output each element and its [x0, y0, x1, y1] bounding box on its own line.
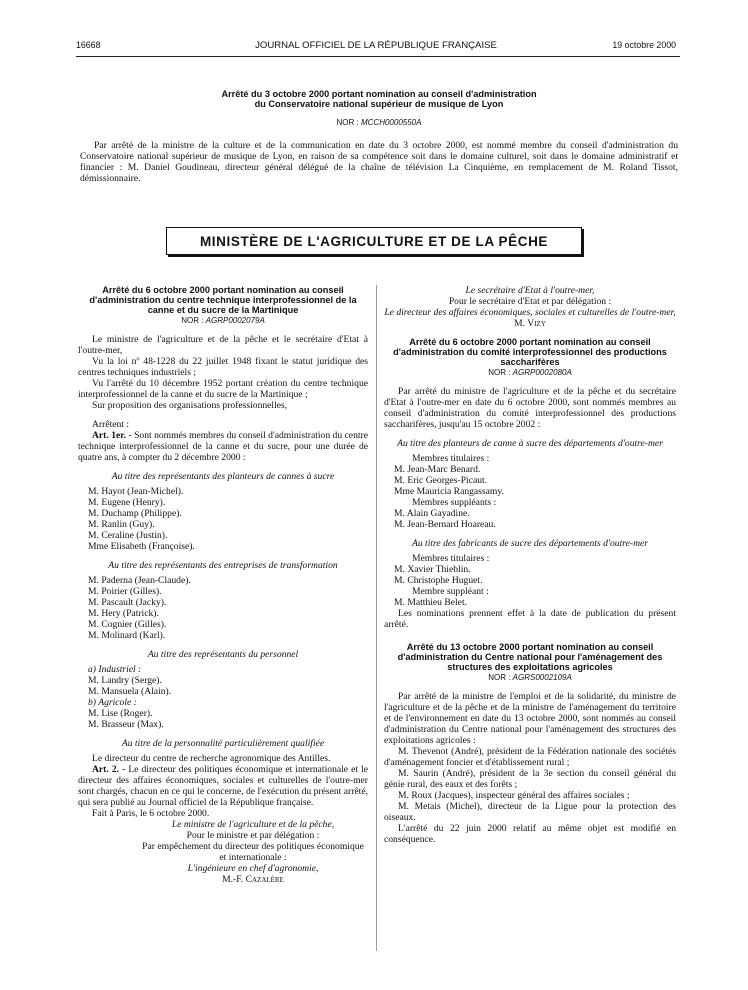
nor-reference: NOR : AGRS0002109A	[488, 673, 572, 682]
arretent-label: Arrêtent :	[92, 419, 130, 430]
ministry-banner	[166, 227, 582, 255]
page-number: 16668	[76, 40, 101, 50]
nor-reference: NOR : MCCH0000550A	[336, 118, 422, 127]
right-column: Le secrétaire d'Etat à l'outre-mer, Pour le secrétaire d'Etat et par délégation : Le directeur des affaires économiques, sociales et culturelles de l'outre-mer, M. Vizy Arrêté du 6 octobre 2000 portant nomination au conseil d'administration du comité interprofessionnel des productions saccharifères NOR : AGRP0002080A Par arrêté du ministre de l'agriculture et de la pêche et du secrétaire d'Etat à l'outre-mer en date du 6 octobre 2000, sont nommés membres au conseil d'administration du comité interprofessionnel des productions saccharifères, jusqu'au 15 octobre 2002 : Au titre des planteurs de canne à sucre des départements d'outre-mer Membres titulaires : M. Jean-Marc Benard. M. Eric Georges-Picaut. Mme Mauricia Rangassamy. Membres suppléants : M. Alain Gayadine. M. Jean-Bernard Hoareau. Au titre des fabricants de sucre des départements d'outre-mer Membres titulaires : M. Xavier Thieblin. M. Christophe Huguet. Membre suppléant : M. Matthieu Belet. Les nominations prennent effet à la date de publication du présent arrêté. Arrêté du 13 octobre 2000 portant nomination au conseil d'administration du Centre national pour l'aménagement des structures des exploitations agricoles NOR : AGRS0002109A Par arrêté de la ministre de l'emploi et de la solidarité, du ministre de l'agriculture et de la pêche et de la ministre de l'aménagement du territoire et de l'environnement en date du 13 octobre 2000, sont nommés au conseil d'administration du Centre national pour l'aménagement des structures des exploitations agricoles : M. Thevenot (André), président de la Fédération nationale des sociétés d'aménagement foncier et d'établissement rural ; M. Saurin (André), président de la 3e section du conseil général du génie rural, des eaux et des forêts ; M. Roux (Jacques), inspecteur général des affaires sociales ; M. Metais (Michel), directeur de la Ligue pour la protection des oiseaux. L'arrêté du 22 juin 2000 relatif au même objet est modifié en conséquence.	[384, 285, 676, 845]
group-title: Au titre des fabricants de sucre des départements d'outre-mer	[412, 538, 648, 549]
arrete-body: Par arrêté du ministre de l'agriculture et de la pêche et du secrétaire d'Etat à l'outre-mer en date du 6 octobre 2000, sont nommés membres au conseil d'administration du comité interprofessionnel des productions saccharifères, jusqu'au 15 octobre 2002 :	[384, 386, 676, 430]
arrete-title: Arrêté du 6 octobre 2000 portant nomination au conseil d'administration du centre technique interprofessionnel de la canne et du sucre de la Martinique	[89, 285, 357, 315]
column-divider	[376, 285, 377, 951]
signature-block: Le ministre de l'agriculture et de la pêche, Pour le ministre et par délégation : Par empêchement du directeur des politiques économique et internationale : L'ingénieure en chef d'agronomie, M.-F. Cazalère	[142, 819, 364, 885]
group-title: Au titre des représentants des entreprises de transformation	[108, 560, 338, 571]
nor-reference: NOR : AGRP0002079A	[181, 316, 265, 325]
article-2: Art. 2. - Le directeur des politiques économique et internationale et le directeur des affaires économiques, sociales et culturelles de l'outre-mer sont chargés, chacun en ce qui le concerne, de l'exécution du présent arrêté, qui sera publié au Journal officiel de la République française.	[78, 764, 368, 808]
article-1: Art. 1er. - Sont nommés membres du conseil d'administration du centre technique interprofessionnel de la canne et du sucre, pour une durée de quatre ans, à compter du 2 décembre 2000 :	[78, 430, 368, 463]
signature-date: Fait à Paris, le 6 octobre 2000.	[92, 808, 210, 819]
header-rule	[76, 56, 680, 57]
nor-reference: NOR : AGRP0002080A	[488, 368, 572, 377]
member-list: a) Industriel : M. Landry (Serge). M. Mansuela (Alain). b) Agricole : M. Lise (Roger). M. Brasseur (Max).	[88, 664, 172, 730]
journal-title: JOURNAL OFFICIEL DE LA RÉPUBLIQUE FRANÇAISE	[255, 40, 497, 51]
page-header	[76, 40, 676, 54]
group-title: Au titre des représentants des planteurs de cannes à sucre	[111, 471, 335, 482]
arrete-title: Arrêté du 6 octobre 2000 portant nomination au conseil d'administration du comité interprofessionnel des productions saccharifères	[393, 337, 667, 367]
group-title: Au titre des planteurs de canne à sucre des départements d'outre-mer	[397, 438, 663, 449]
arrete-body: Par arrêté de la ministre de la culture et de la communication en date du 3 octobre 2000, est nommé membre du conseil d'administration du Conservatoire national supérieur de musique de Lyon, en raison de sa compétence soit dans le domaine culturel, soit dans le domaine administratif et financier : M. Daniel Goudineau, directeur général délégué de la chaîne de télévision La Cinquième, en remplacement de M. Roland Tissot, démissionnaire.	[80, 140, 678, 184]
member-list: Membres titulaires : M. Xavier Thieblin. M. Christophe Huguet. Membre suppléant : M. Matthieu Belet.	[394, 553, 490, 608]
group-title: Au titre des représentants du personnel	[147, 649, 299, 660]
ministry-title: MINISTÈRE DE L'AGRICULTURE ET DE LA PÊCHE	[199, 233, 549, 249]
group-title: Au titre de la personnalité particulièrement qualifiée	[121, 738, 325, 749]
signature-block: Le secrétaire d'Etat à l'outre-mer, Pour le secrétaire d'Etat et par délégation : Le directeur des affaires économiques, sociales et culturelles de l'outre-mer, M. Vizy	[384, 285, 676, 329]
arrete-conservatoire	[80, 89, 678, 184]
member-list: M. Hayot (Jean-Michel). M. Eugene (Henry). M. Duchamp (Philippe). M. Ranlin (Guy). M. Ceraline (Justin). Mme Elisabeth (Françoise).	[88, 486, 195, 552]
member-list: M. Paderna (Jean-Claude). M. Poirier (Gilles). M. Pascault (Jacky). M. Hery (Patrick). M. Cognier (Gilles). M. Molinard (Karl).	[88, 575, 191, 641]
left-column: Arrêté du 6 octobre 2000 portant nomination au conseil d'administration du centre technique interprofessionnel de la canne et du sucre de la Martinique NOR : AGRP0002079A Le ministre de l'agriculture et de la pêche et le secrétaire d'Etat à l'outre-mer, Vu la loi nº 48-1228 du 22 juillet 1948 fixant le statut juridique des centres techniques industriels ; Vu l'arrêté du 10 décembre 1952 portant création du centre technique interprofessionnel de la canne et du sucre de la Martinique ; Sur proposition des organisations professionnelles, Arrêtent : Art. 1er. - Sont nommés membres du conseil d'administration du centre technique interprofessionnel de la canne et du sucre, pour une durée de quatre ans, à compter du 2 décembre 2000 : Au titre des représentants des planteurs de cannes à sucre M. Hayot (Jean-Michel). M. Eugene (Henry). M. Duchamp (Philippe). M. Ranlin (Guy). M. Ceraline (Justin). Mme Elisabeth (Françoise). Au titre des représentants des entreprises de transformation M. Paderna (Jean-Claude). M. Poirier (Gilles). M. Pascault (Jacky). M. Hery (Patrick). M. Cognier (Gilles). M. Molinard (Karl). Au titre des représentants du personnel a) Industriel : M. Landry (Serge). M. Mansuela (Alain). b) Agricole : M. Lise (Roger). M. Brasseur (Max). Au titre de la personnalité particulièrement qualifiée Le directeur du centre de recherche agronomique des Antilles. Art. 2. - Le directeur des politiques économique et internationale et le directeur des affaires économiques, sociales et culturelles de l'outre-mer sont chargés, chacun en ce qui le concerne, de l'exécution du présent arrêté, qui sera publié au Journal officiel de la République française. Fait à Paris, le 6 octobre 2000. Le ministre de l'agriculture et de la pêche, Pour le ministre et par délégation : Par empêchement du directeur des politiques économique et internationale : L'ingénieure en chef d'agronomie, M.-F. Cazalère	[78, 285, 368, 885]
member-list: Membres titulaires : M. Jean-Marc Benard. M. Eric Georges-Picaut. Mme Mauricia Rangassamy. Membres suppléants : M. Alain Gayadine. M. Jean-Bernard Hoareau.	[394, 453, 504, 530]
issue-date: 19 octobre 2000	[612, 40, 676, 50]
arrete-title: Arrêté du 13 octobre 2000 portant nomination au conseil d'administration du Centre national pour l'aménagement des structures des exploitations agricoles	[397, 642, 663, 672]
arrete-title: Arrêté du 3 octobre 2000 portant nomination au conseil d'administration du Conservatoire national supérieur de musique de Lyon	[221, 89, 537, 109]
arrete-body: Par arrêté de la ministre de l'emploi et de la solidarité, du ministre de l'agriculture et de la pêche et de la ministre de l'aménagement du territoire et de l'environnement en date du 13 octobre 2000, sont nommés au conseil d'administration du Centre national pour l'aménagement des structures des exploitations agricoles :	[384, 691, 676, 746]
